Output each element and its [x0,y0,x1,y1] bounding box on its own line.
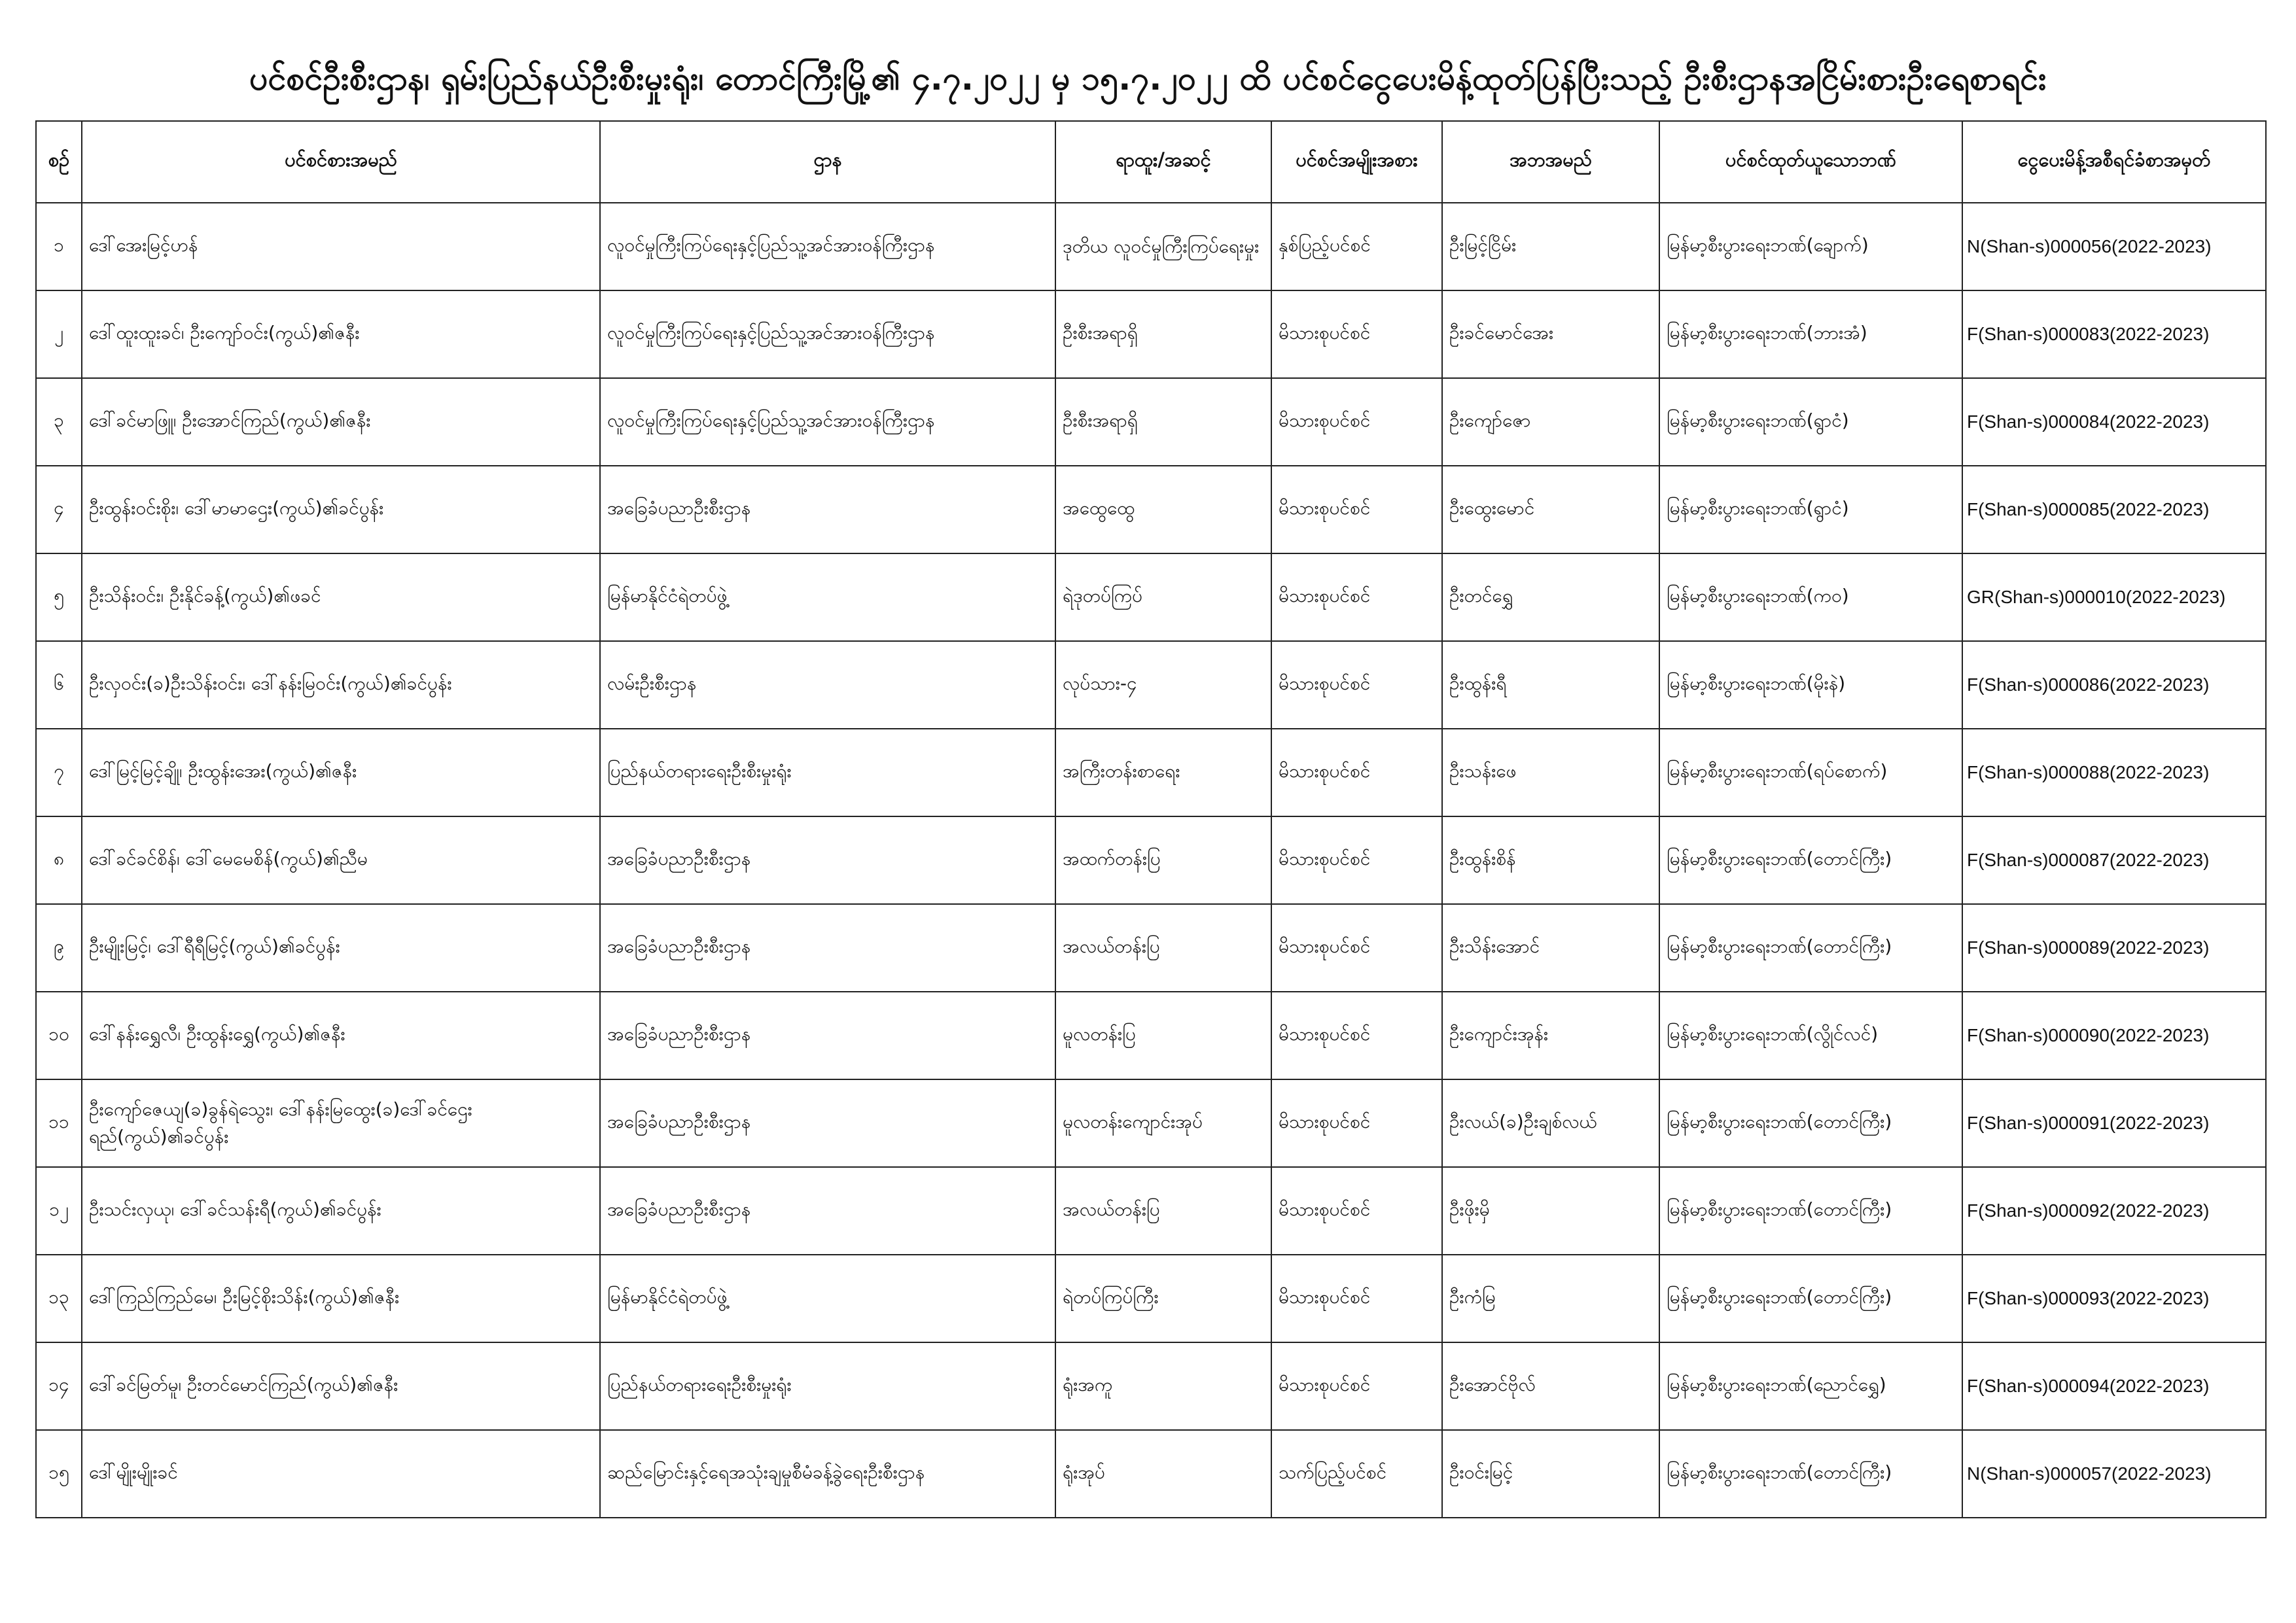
cell-pensioner-name: ဒေါ်ထူးထူးခင်၊ ဦးကျော်ဝင်း(ကွယ်)၏ဇနီး [82,290,600,378]
cell-pension-type: မိသားစုပင်စင် [1271,1255,1442,1342]
table-row [36,992,2266,1079]
cell-pension-type: မိသားစုပင်စင် [1271,729,1442,816]
cell-father-name: ဦးကျော်ဇော [1442,378,1659,466]
table-row [36,203,2266,290]
table-row [36,1079,2266,1167]
cell-department: အခြေခံပညာဦးစီးဌာန [600,992,1055,1079]
cell-department: လမ်းဦးစီးဌာန [600,641,1055,729]
cell-rank: အထက်တန်းပြ [1055,816,1271,904]
table-row [36,1430,2266,1518]
header-pensioner-name: ပင်စင်စားအမည် [82,121,600,203]
cell-department: အခြေခံပညာဦးစီးဌာန [600,1079,1055,1167]
cell-rank: အကြီးတန်းစာရေး [1055,729,1271,816]
cell-bank: မြန်မာ့စီးပွားရေးဘဏ်(ညောင်ရွှေ) [1659,1342,1962,1430]
header-department: ဌာန [600,121,1055,203]
cell-rank: ရဲတပ်ကြပ်ကြီး [1055,1255,1271,1342]
cell-no: ၉ [36,904,82,992]
cell-father-name: ဦးကျောင်းအုန်း [1442,992,1659,1079]
cell-department: ပြည်နယ်တရားရေးဦးစီးမှုးရုံး [600,729,1055,816]
table-row [36,1167,2266,1255]
cell-pension-type: မိသားစုပင်စင် [1271,816,1442,904]
cell-rank: အလယ်တန်းပြ [1055,1167,1271,1255]
cell-pensioner-name: ဦးကျော်ဇေယျ(ခ)ခွန်ရဲသွေး၊ ဒေါ်နန်းမြထွေး(ခ)ဒေါ်ခင်ဌေးရည်(ကွယ်)၏ခင်ပွန်း [82,1079,600,1167]
cell-department: လူဝင်မှုကြီးကြပ်ရေးနှင့်ပြည်သူ့အင်အားဝန်ကြီးဌာန [600,290,1055,378]
cell-bank: မြန်မာ့စီးပွားရေးဘဏ်(လွိုင်လင်) [1659,992,1962,1079]
cell-pensioner-name: ဒေါ်နန်းရွှေလီ၊ ဦးထွန်းရွှေ(ကွယ်)၏ဇနီး [82,992,600,1079]
cell-rank: မူလတန်းကျောင်းအုပ် [1055,1079,1271,1167]
pension-table [35,120,2267,1518]
cell-order-no: F(Shan-s)000093(2022-2023) [1962,1255,2266,1342]
cell-rank: ရုံးအုပ် [1055,1430,1271,1518]
cell-father-name: ဦးတင်ရွှေ [1442,553,1659,641]
table-row [36,816,2266,904]
cell-pension-type: မိသားစုပင်စင် [1271,1079,1442,1167]
cell-bank: မြန်မာ့စီးပွားရေးဘဏ်(တောင်ကြီး) [1659,1430,1962,1518]
cell-pensioner-name: ဒေါ်မြင့်မြင့်ချို၊ ဦးထွန်းအေး(ကွယ်)၏ဇနီး [82,729,600,816]
cell-rank: အလယ်တန်းပြ [1055,904,1271,992]
cell-rank: ဦးစီးအရာရှိ [1055,378,1271,466]
cell-pension-type: မိသားစုပင်စင် [1271,1167,1442,1255]
cell-pension-type: မိသားစုပင်စင် [1271,290,1442,378]
cell-bank: မြန်မာ့စီးပွားရေးဘဏ်(တောင်ကြီး) [1659,1255,1962,1342]
cell-father-name: ဦးသန်းဖေ [1442,729,1659,816]
cell-pension-type: မိသားစုပင်စင် [1271,992,1442,1079]
cell-pension-type: မိသားစုပင်စင် [1271,553,1442,641]
cell-father-name: ဦးထွန်းစိန် [1442,816,1659,904]
cell-department: အခြေခံပညာဦးစီးဌာန [600,466,1055,553]
cell-no: ၁၂ [36,1167,82,1255]
cell-pension-type: မိသားစုပင်စင် [1271,641,1442,729]
cell-pension-type: မိသားစုပင်စင် [1271,466,1442,553]
cell-no: ၁၀ [36,992,82,1079]
cell-pensioner-name: ဒေါ်ခင်မာဖြူ၊ ဦးအောင်ကြည်(ကွယ်)၏ဇနီး [82,378,600,466]
cell-father-name: ဦးထွေးမောင် [1442,466,1659,553]
cell-pensioner-name: ဦးသင်းလှယု၊ ဒေါ်ခင်သန်းရီ(ကွယ်)၏ခင်ပွန်း [82,1167,600,1255]
cell-father-name: ဦးကံမြ [1442,1255,1659,1342]
table-row [36,290,2266,378]
cell-order-no: F(Shan-s)000085(2022-2023) [1962,466,2266,553]
table-row [36,378,2266,466]
cell-no: ၂ [36,290,82,378]
cell-order-no: F(Shan-s)000083(2022-2023) [1962,290,2266,378]
cell-pensioner-name: ဒေါ်ခင်မြတ်မူ၊ ဦးတင်မောင်ကြည်(ကွယ်)၏ဇနီး [82,1342,600,1430]
cell-rank: အထွေထွေ [1055,466,1271,553]
cell-pensioner-name: ဒေါ်မျိုးမျိုးခင် [82,1430,600,1518]
header-father-name: အဘအမည် [1442,121,1659,203]
cell-pension-type: နှစ်ပြည့်ပင်စင် [1271,203,1442,290]
cell-pension-type: မိသားစုပင်စင် [1271,1342,1442,1430]
header-rank: ရာထူး/အဆင့် [1055,121,1271,203]
cell-pensioner-name: ဦးမျိုးမြင့်၊ ဒေါ်ရီရီမြင့်(ကွယ်)၏ခင်ပွန်း [82,904,600,992]
cell-department: ပြည်နယ်တရားရေးဦးစီးမှုးရုံး [600,1342,1055,1430]
cell-father-name: ဦးလယ်(ခ)ဦးချစ်လယ် [1442,1079,1659,1167]
cell-bank: မြန်မာ့စီးပွားရေးဘဏ်(မိုးနဲ) [1659,641,1962,729]
cell-no: ၁ [36,203,82,290]
cell-rank: ရဲဒုတပ်ကြပ် [1055,553,1271,641]
cell-bank: မြန်မာ့စီးပွားရေးဘဏ်(ရွာငံ) [1659,378,1962,466]
cell-pensioner-name: ဦးထွန်းဝင်းစိုး၊ ဒေါ်မာမာဌေး(ကွယ်)၏ခင်ပွန်း [82,466,600,553]
cell-order-no: F(Shan-s)000084(2022-2023) [1962,378,2266,466]
header-row [36,121,2266,203]
cell-pension-type: မိသားစုပင်စင် [1271,904,1442,992]
table-row [36,1255,2266,1342]
cell-bank: မြန်မာ့စီးပွားရေးဘဏ်(တောင်ကြီး) [1659,816,1962,904]
cell-bank: မြန်မာ့စီးပွားရေးဘဏ်(ချောက်) [1659,203,1962,290]
cell-order-no: F(Shan-s)000086(2022-2023) [1962,641,2266,729]
cell-order-no: F(Shan-s)000088(2022-2023) [1962,729,2266,816]
cell-no: ၃ [36,378,82,466]
cell-bank: မြန်မာ့စီးပွားရေးဘဏ်(ရွာငံ) [1659,466,1962,553]
cell-father-name: ဦးသိန်းအောင် [1442,904,1659,992]
cell-department: မြန်မာနိုင်ငံရဲတပ်ဖွဲ့ [600,1255,1055,1342]
cell-no: ၁၃ [36,1255,82,1342]
cell-rank: ရုံးအကူ [1055,1342,1271,1430]
header-no: စဉ် [36,121,82,203]
header-order-no: ငွေပေးမိန့်အစီရင်ခံစာအမှတ် [1962,121,2266,203]
cell-no: ၁၄ [36,1342,82,1430]
cell-rank: ဦးစီးအရာရှိ [1055,290,1271,378]
cell-department: အခြေခံပညာဦးစီးဌာန [600,904,1055,992]
cell-no: ၇ [36,729,82,816]
cell-bank: မြန်မာ့စီးပွားရေးဘဏ်(ကဝ) [1659,553,1962,641]
cell-father-name: ဦးအောင်ဗိုလ် [1442,1342,1659,1430]
cell-rank: လုပ်သား-၄ [1055,641,1271,729]
table-row [36,729,2266,816]
cell-pension-type: မိသားစုပင်စင် [1271,378,1442,466]
cell-department: လူဝင်မှုကြီးကြပ်ရေးနှင့်ပြည်သူ့အင်အားဝန်ကြီးဌာန [600,378,1055,466]
cell-pension-type: သက်ပြည့်ပင်စင် [1271,1430,1442,1518]
cell-no: ၄ [36,466,82,553]
cell-order-no: F(Shan-s)000089(2022-2023) [1962,904,2266,992]
cell-order-no: F(Shan-s)000094(2022-2023) [1962,1342,2266,1430]
cell-order-no: F(Shan-s)000091(2022-2023) [1962,1079,2266,1167]
cell-department: ဆည်မြောင်းနှင့်ရေအသုံးချမှုစီမံခန့်ခွဲရေးဦးစီးဌာန [600,1430,1055,1518]
cell-pensioner-name: ဦးသိန်းဝင်း၊ ဦးနိုင်ခန့်(ကွယ်)၏ဖခင် [82,553,600,641]
cell-bank: မြန်မာ့စီးပွားရေးဘဏ်(တောင်ကြီး) [1659,904,1962,992]
cell-no: ၁၁ [36,1079,82,1167]
cell-order-no: F(Shan-s)000087(2022-2023) [1962,816,2266,904]
header-bank: ပင်စင်ထုတ်ယူသောဘဏ် [1659,121,1962,203]
cell-department: အခြေခံပညာဦးစီးဌာန [600,1167,1055,1255]
cell-order-no: F(Shan-s)000092(2022-2023) [1962,1167,2266,1255]
cell-father-name: ဦးမြင့်ငြိမ်း [1442,203,1659,290]
cell-father-name: ဦးဖိုးမှိ [1442,1167,1659,1255]
table-row [36,466,2266,553]
cell-rank: မူလတန်းပြ [1055,992,1271,1079]
header-pension-type: ပင်စင်အမျိုးအစား [1271,121,1442,203]
cell-order-no: GR(Shan-s)000010(2022-2023) [1962,553,2266,641]
cell-bank: မြန်မာ့စီးပွားရေးဘဏ်(တောင်ကြီး) [1659,1167,1962,1255]
cell-no: ၁၅ [36,1430,82,1518]
cell-father-name: ဦးဝင်းမြင့် [1442,1430,1659,1518]
cell-department: လူဝင်မှုကြီးကြပ်ရေးနှင့်ပြည်သူ့အင်အားဝန်ကြီးဌာန [600,203,1055,290]
cell-order-no: F(Shan-s)000090(2022-2023) [1962,992,2266,1079]
cell-no: ၅ [36,553,82,641]
table-row [36,1342,2266,1430]
cell-department: မြန်မာနိုင်ငံရဲတပ်ဖွဲ့ [600,553,1055,641]
cell-bank: မြန်မာ့စီးပွားရေးဘဏ်(ဘားအံ) [1659,290,1962,378]
cell-rank: ဒုတိယ လူဝင်မှုကြီးကြပ်ရေးမှုး [1055,203,1271,290]
cell-father-name: ဦးထွန်းရီ [1442,641,1659,729]
cell-bank: မြန်မာ့စီးပွားရေးဘဏ်(တောင်ကြီး) [1659,1079,1962,1167]
table-row [36,904,2266,992]
cell-order-no: N(Shan-s)000056(2022-2023) [1962,203,2266,290]
cell-pensioner-name: ဦးလှဝင်း(ခ)ဦးသိန်းဝင်း၊ ဒေါ်နန်းမြဝင်း(ကွယ်)၏ခင်ပွန်း [82,641,600,729]
cell-department: အခြေခံပညာဦးစီးဌာန [600,816,1055,904]
cell-bank: မြန်မာ့စီးပွားရေးဘဏ်(ရပ်စောက်) [1659,729,1962,816]
cell-pensioner-name: ဒေါ်အေးမြင့်ဟန် [82,203,600,290]
cell-order-no: N(Shan-s)000057(2022-2023) [1962,1430,2266,1518]
cell-pensioner-name: ဒေါ်ကြည်ကြည်မေ၊ ဦးမြင့်စိုးသိန်း(ကွယ်)၏ဇနီး [82,1255,600,1342]
cell-no: ၆ [36,641,82,729]
table-row [36,553,2266,641]
cell-no: ၈ [36,816,82,904]
cell-pensioner-name: ဒေါ်ခင်ခင်စိန်၊ ဒေါ်မေမေစိန်(ကွယ်)၏ညီမ [82,816,600,904]
page-title: ပင်စင်ဦးစီးဌာန၊ ရှမ်းပြည်နယ်ဦးစီးမှုးရုံး၊ တောင်ကြီးမြို့၏ ၄.၇.၂၀၂၂ မှ ၁၅.၇.၂၀၂၂ ထိ ပင်စင်ငွေပေးမိန့်ထုတ်ပြန်ပြီးသည့် ဦးစီးဌာနအငြိမ်းစားဦးရေစာရင်း [249,60,2047,97]
table-row [36,641,2266,729]
cell-father-name: ဦးခင်မောင်အေး [1442,290,1659,378]
